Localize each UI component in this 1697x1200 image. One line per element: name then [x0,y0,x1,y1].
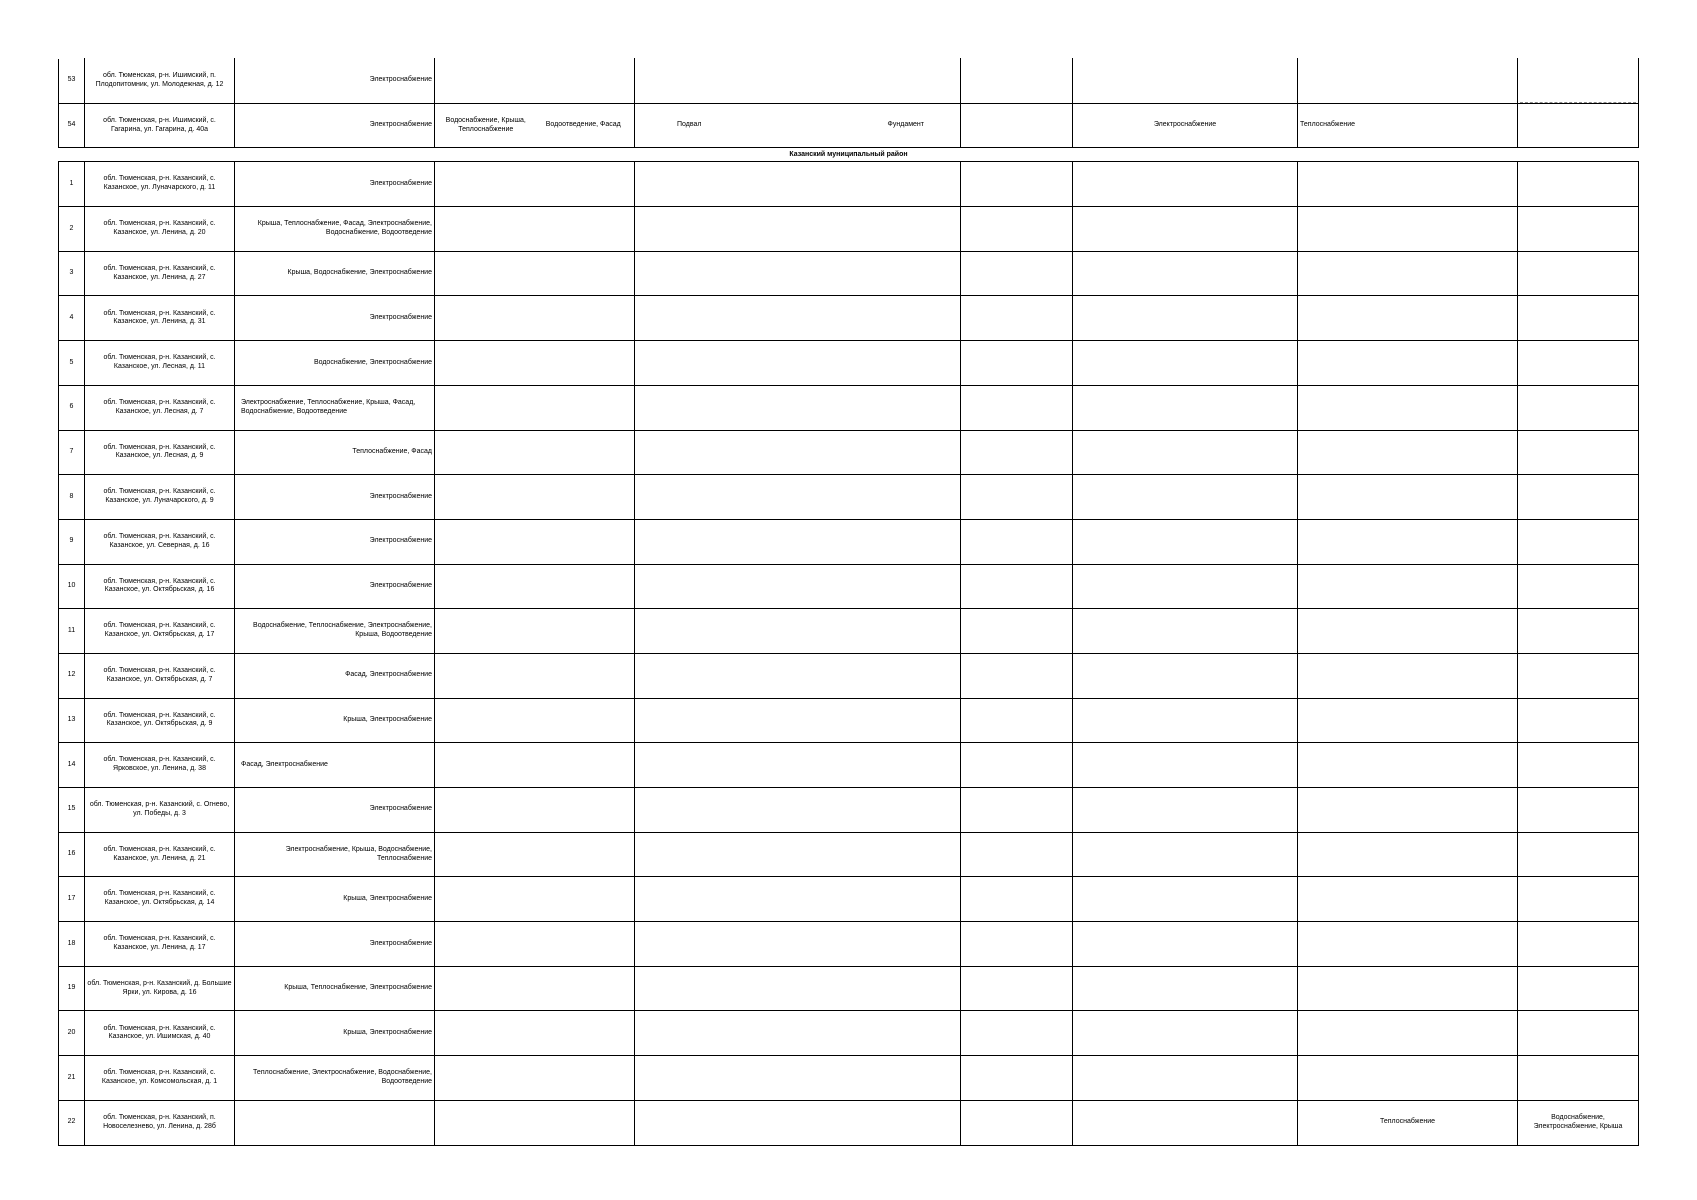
col-5-cell [961,653,1073,698]
row-address: обл. Тюменская, р-н. Казанский, с. Казанское, ул. Октябрьская, д. 9 [85,698,235,743]
col-5-cell [961,296,1073,341]
col-3-cell [435,564,635,609]
col-3-cell [435,430,635,475]
col-7-cell [1298,251,1518,296]
col-3-cell [435,832,635,877]
col-3-cell [435,519,635,564]
col-4-cell [635,832,961,877]
row-works: Водоснабжение, Теплоснабжение, Электроснабжение, Крыша, Водоотведение [235,609,435,654]
row-works: Теплоснабжение, Электроснабжение, Водоснабжение, Водоотведение [235,1056,435,1101]
row-address: обл. Тюменская, р-н. Ишимский, с. Гагарина, ул. Гагарина, д. 40а [85,103,235,148]
col-8-cell [1518,743,1639,788]
col-4-cell [635,103,961,148]
col-4-cell [635,1011,961,1056]
row-address: обл. Тюменская, р-н. Казанский, с. Казанское, ул. Ленина, д. 21 [85,832,235,877]
col-5-cell [961,385,1073,430]
col-5-cell [961,564,1073,609]
row-address: обл. Тюменская, р-н. Казанский, с. Казанское, ул. Октябрьская, д. 16 [85,564,235,609]
col-6-cell [1073,519,1298,564]
row-address: обл. Тюменская, р-н. Казанский, с. Казанское, ул. Ленина, д. 27 [85,251,235,296]
table-row [59,966,1639,1011]
col-6-cell [1073,609,1298,654]
row-address: обл. Тюменская, р-н. Казанский, с. Казанское, ул. Октябрьская, д. 17 [85,609,235,654]
section-title: Казанский муниципальный район [59,148,1639,162]
col-7-cell [1298,698,1518,743]
row-number: 4 [59,296,85,341]
col-7-cell [1298,430,1518,475]
col-4-cell [635,788,961,833]
col-6-cell [1073,653,1298,698]
table-row [59,341,1639,386]
row-number: 12 [59,653,85,698]
col-5-cell [961,743,1073,788]
col-7-cell [1298,59,1518,104]
row-address: обл. Тюменская, р-н. Казанский, с. Казанское, ул. Северная, д. 16 [85,519,235,564]
col-4-cell [635,475,961,520]
col-6-cell [1073,1011,1298,1056]
col-8-cell [1518,832,1639,877]
row-number: 3 [59,251,85,296]
col-5-cell [961,609,1073,654]
col-4-a: Подвал [677,121,702,129]
col-4-cell [635,59,961,104]
col-5-cell [961,877,1073,922]
table-row [59,207,1639,252]
col-8-cell [1518,519,1639,564]
row-number: 7 [59,430,85,475]
col-6-cell [1073,341,1298,386]
col-6-cell [1073,698,1298,743]
row-works: Крыша, Водоснабжение, Электроснабжение [235,251,435,296]
row-works: Электроснабжение, Крыша, Водоснабжение, Теплоснабжение [235,832,435,877]
col-6-cell [1073,1100,1298,1145]
col-3-cell [435,653,635,698]
col-5-cell [961,162,1073,207]
col-6-cell [1073,475,1298,520]
row-address: обл. Тюменская, р-н. Казанский, с. Казанское, ул. Ишимская, д. 40 [85,1011,235,1056]
row-address: обл. Тюменская, р-н. Казанский, с. Казанское, ул. Луначарского, д. 11 [85,162,235,207]
col-8-cell [1518,475,1639,520]
col-7-cell [1298,564,1518,609]
row-number: 9 [59,519,85,564]
col-3-cell [435,162,635,207]
row-works: Крыша, Теплоснабжение, Электроснабжение [235,966,435,1011]
col-7-cell [1298,1011,1518,1056]
col-8-cell [1518,609,1639,654]
col-3-cell [435,341,635,386]
table-row [59,564,1639,609]
col-3-cell [435,1056,635,1101]
row-works: Водоснабжение, Электроснабжение [235,341,435,386]
row-number: 10 [59,564,85,609]
col-4-cell [635,207,961,252]
col-8-cell [1518,966,1639,1011]
col-6-cell [1073,385,1298,430]
table-row [59,653,1639,698]
col-3-cell [435,1011,635,1056]
col-5-cell [961,207,1073,252]
col-4-cell [635,296,961,341]
row-number: 5 [59,341,85,386]
col-4-cell [635,341,961,386]
col-7-cell [1298,922,1518,967]
table-row [59,698,1639,743]
row-works: Электроснабжение [235,922,435,967]
col-4-cell [635,430,961,475]
col-3-cell [435,385,635,430]
col-7-cell [1298,877,1518,922]
col-8-cell [1518,922,1639,967]
col-6-cell [1073,430,1298,475]
table-row [59,296,1639,341]
col-8-cell: Водоснабжение, Электроснабжение, Крыша [1518,1100,1639,1145]
col-5-cell [961,788,1073,833]
col-3-cell [435,475,635,520]
row-works: Крыша, Электроснабжение [235,1011,435,1056]
col-8-cell [1518,385,1639,430]
col-4-cell [635,966,961,1011]
row-number: 14 [59,743,85,788]
col-8-cell [1518,1011,1639,1056]
row-works [235,1100,435,1145]
table-row [59,162,1639,207]
table-row [59,922,1639,967]
col-3-cell [435,59,635,104]
row-works: Электроснабжение [235,788,435,833]
col-4-cell [635,877,961,922]
col-6-cell [1073,966,1298,1011]
row-number: 17 [59,877,85,922]
col-5-cell [961,475,1073,520]
table-row [59,385,1639,430]
table-row [59,1056,1639,1101]
col-8-cell [1518,296,1639,341]
col-7-cell [1298,519,1518,564]
col-6-cell [1073,788,1298,833]
col-5-cell [961,966,1073,1011]
col-5-cell [961,832,1073,877]
col-8-cell [1518,162,1639,207]
row-address: обл. Тюменская, р-н. Казанский, с. Казанское, ул. Ленина, д. 20 [85,207,235,252]
col-5-cell [961,341,1073,386]
col-8-cell [1518,788,1639,833]
row-works: Крыша, Электроснабжение [235,877,435,922]
col-4-cell [635,1100,961,1145]
row-number: 13 [59,698,85,743]
col-7-a: Теплоснабжение [1300,121,1356,129]
col-4-cell [635,162,961,207]
col-6-cell [1073,743,1298,788]
col-4-cell [635,609,961,654]
row-works: Электроснабжение [235,564,435,609]
col-8-cell [1518,341,1639,386]
col-6-cell [1073,296,1298,341]
col-8-cell [1518,59,1639,104]
col-3-cell [435,922,635,967]
col-7-cell [1298,788,1518,833]
col-4-cell [635,1056,961,1101]
col-7-cell [1298,162,1518,207]
col-8-cell [1518,251,1639,296]
col-8-cell [1518,207,1639,252]
table-row [59,519,1639,564]
col-6-cell [1073,251,1298,296]
col-6-cell [1073,922,1298,967]
col-8-cell [1518,877,1639,922]
row-address: обл. Тюменская, р-н. Казанский, с. Огнево, ул. Победы, д. 3 [85,788,235,833]
col-5-cell [961,922,1073,967]
table-row [59,251,1639,296]
col-5-cell [961,698,1073,743]
row-address: обл. Тюменская, р-н. Ишимский, п. Плодопитомник, ул. Молодежная, д. 12 [85,59,235,104]
row-number: 19 [59,966,85,1011]
row-number: 15 [59,788,85,833]
col-3-cell [435,788,635,833]
table-row [59,609,1639,654]
row-address: обл. Тюменская, р-н. Казанский, с. Казанское, ул. Октябрьская, д. 14 [85,877,235,922]
row-works: Фасад, Электроснабжение [235,653,435,698]
table-row [59,1100,1639,1145]
repair-plan-table [58,58,1639,1146]
table-row [59,788,1639,833]
table-row [59,475,1639,520]
col-3-cell [435,296,635,341]
row-number: 21 [59,1056,85,1101]
table-row [59,59,1639,104]
row-works: Фасад, Электроснабжение [235,743,435,788]
col-4-cell [635,564,961,609]
row-address: обл. Тюменская, р-н. Казанский, с. Казанское, ул. Комсомольская, д. 1 [85,1056,235,1101]
row-number: 18 [59,922,85,967]
col-5-cell [961,251,1073,296]
col-6-cell [1073,877,1298,922]
row-number: 22 [59,1100,85,1145]
col-6-cell [1073,59,1298,104]
row-number: 8 [59,475,85,520]
col-5-cell [961,1056,1073,1101]
col-3-b: Водоотведение, Фасад [545,121,621,129]
row-works: Электроснабжение [235,103,435,148]
col-7-cell [1298,743,1518,788]
row-works: Электроснабжение [235,162,435,207]
col-3-cell [435,103,635,148]
col-5-cell [961,1011,1073,1056]
row-address: обл. Тюменская, р-н. Казанский, с. Ярковское, ул. Ленина, д. 38 [85,743,235,788]
row-address: обл. Тюменская, р-н. Казанский, д. Большие Ярки, ул. Кирова, д. 16 [85,966,235,1011]
col-7-cell: Теплоснабжение [1298,1100,1518,1145]
row-number: 1 [59,162,85,207]
col-3-cell [435,609,635,654]
col-8-cell [1518,564,1639,609]
col-3-cell [435,877,635,922]
row-works: Электроснабжение, Теплоснабжение, Крыша, Фасад, Водоснабжение, Водоотведение [235,385,435,430]
col-7-cell [1298,475,1518,520]
row-works: Крыша, Электроснабжение [235,698,435,743]
col-5-cell [961,430,1073,475]
row-number: 2 [59,207,85,252]
row-works: Электроснабжение [235,519,435,564]
col-5-cell [961,59,1073,104]
row-number: 54 [59,103,85,148]
row-works: Электроснабжение [235,296,435,341]
row-address: обл. Тюменская, р-н. Казанский, п. Новоселезнево, ул. Ленина, д. 28б [85,1100,235,1145]
col-8-cell [1518,653,1639,698]
table-row [59,103,1639,148]
row-number: 16 [59,832,85,877]
section-header-row [59,148,1639,162]
table-body [59,59,1639,1146]
col-4-cell [635,922,961,967]
col-4-b: Фундамент [887,121,924,129]
col-5-cell [961,519,1073,564]
row-works: Электроснабжение [235,59,435,104]
table-row [59,743,1639,788]
col-3-cell [435,743,635,788]
row-number: 11 [59,609,85,654]
col-5-cell [961,1100,1073,1145]
row-address: обл. Тюменская, р-н. Казанский, с. Казанское, ул. Лесная, д. 9 [85,430,235,475]
col-7-cell [1298,832,1518,877]
col-8-cell [1518,698,1639,743]
col-7-cell [1298,1056,1518,1101]
table-row [59,430,1639,475]
col-4-cell [635,251,961,296]
col-3-cell [435,698,635,743]
row-works: Крыша, Теплоснабжение, Фасад, Электроснабжение, Водоснабжение, Водоотведение [235,207,435,252]
row-address: обл. Тюменская, р-н. Казанский, с. Казанское, ул. Луначарского, д. 9 [85,475,235,520]
col-6-cell [1073,162,1298,207]
row-works: Электроснабжение [235,475,435,520]
col-6-a: Электроснабжение [1153,121,1217,129]
col-7-cell [1298,653,1518,698]
col-7-cell [1298,385,1518,430]
col-3-cell [435,207,635,252]
col-7-cell [1298,103,1518,148]
col-4-cell [635,653,961,698]
col-7-cell [1298,966,1518,1011]
col-4-cell [635,698,961,743]
col-6-cell [1073,832,1298,877]
row-address: обл. Тюменская, р-н. Казанский, с. Казанское, ул. Лесная, д. 7 [85,385,235,430]
col-4-cell [635,385,961,430]
row-number: 53 [59,59,85,104]
col-6-cell [1073,207,1298,252]
col-8-cell [1518,103,1639,148]
row-number: 6 [59,385,85,430]
col-3-a: Водоснабжение, Крыша, Теплоснабжение [445,116,526,133]
row-address: обл. Тюменская, р-н. Казанский, с. Казанское, ул. Ленина, д. 31 [85,296,235,341]
col-6-cell [1073,564,1298,609]
col-4-cell [635,743,961,788]
col-7-cell [1298,207,1518,252]
table-row [59,832,1639,877]
col-7-cell [1298,341,1518,386]
row-number: 20 [59,1011,85,1056]
row-address: обл. Тюменская, р-н. Казанский, с. Казанское, ул. Ленина, д. 17 [85,922,235,967]
table-row [59,1011,1639,1056]
col-5-cell [961,103,1073,148]
col-6-cell [1073,1056,1298,1101]
row-works: Теплоснабжение, Фасад [235,430,435,475]
col-3-cell [435,251,635,296]
row-address: обл. Тюменская, р-н. Казанский, с. Казанское, ул. Лесная, д. 11 [85,341,235,386]
col-3-cell [435,966,635,1011]
col-8-cell [1518,1056,1639,1101]
col-7-cell [1298,296,1518,341]
col-4-cell [635,519,961,564]
col-3-cell [435,1100,635,1145]
col-7-cell [1298,609,1518,654]
col-8-cell [1518,430,1639,475]
table-row [59,877,1639,922]
col-6-cell [1073,103,1298,148]
row-address: обл. Тюменская, р-н. Казанский, с. Казанское, ул. Октябрьская, д. 7 [85,653,235,698]
